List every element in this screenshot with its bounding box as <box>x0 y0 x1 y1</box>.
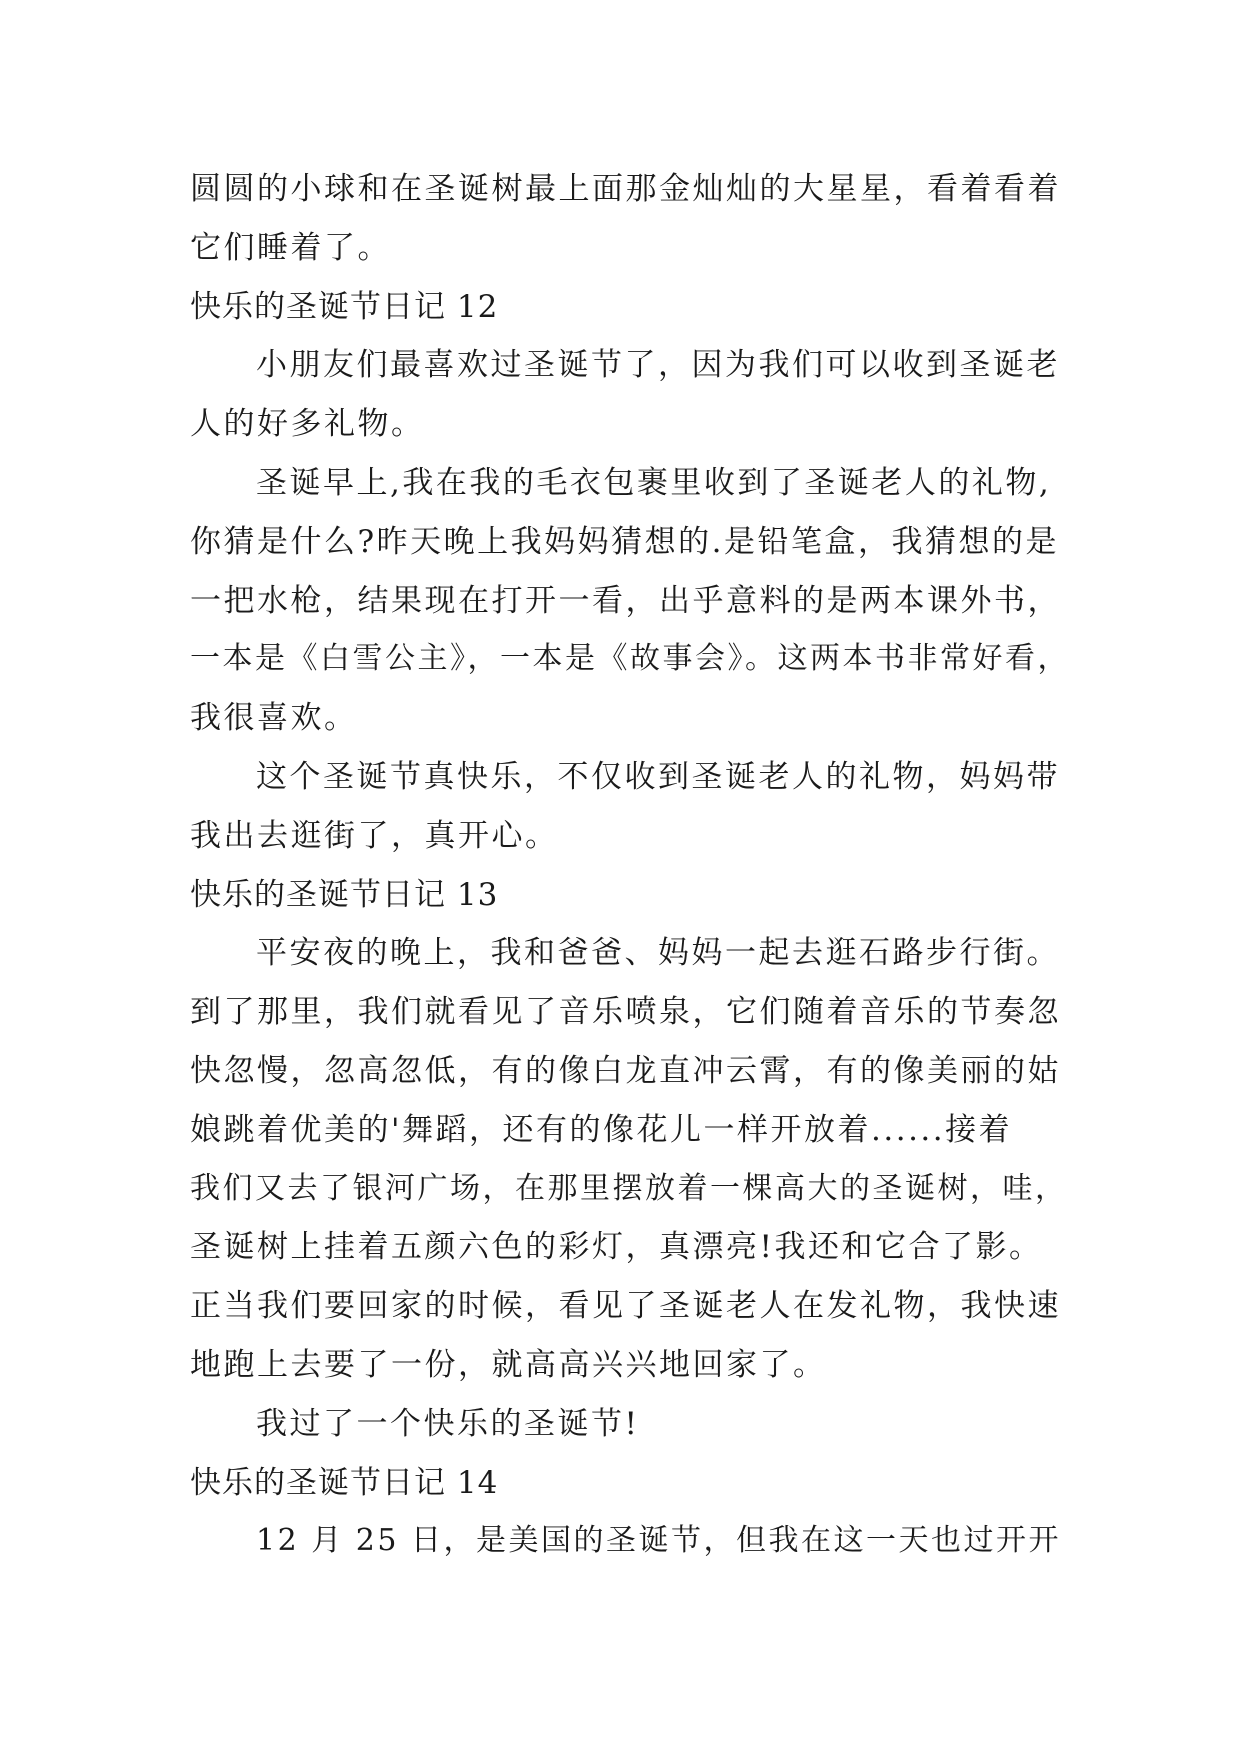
paragraph-line: 正当我们要回家的时候，看见了圣诞老人在发礼物，我快速 <box>190 1288 1061 1325</box>
paragraph-first-line: 圣诞早上,我在我的毛衣包裹里收到了圣诞老人的礼物, <box>256 464 1052 501</box>
diary-entry-heading: 快乐的圣诞节日记 13 <box>190 876 499 913</box>
paragraph-first-line: 平安夜的晚上，我和爸爸、妈妈一起去逛石路步行街。 <box>256 935 1060 972</box>
paragraph-first-line: 这个圣诞节真快乐，不仅收到圣诞老人的礼物，妈妈带 <box>256 758 1060 795</box>
paragraph-line: 人的好多礼物。 <box>190 406 425 443</box>
document-text-column <box>190 160 1070 1571</box>
paragraph-line: 你猜是什么?昨天晚上我妈妈猜想的.是铅笔盒，我猜想的是 <box>190 523 1059 560</box>
paragraph-line: 地跑上去要了一份，就高高兴兴地回家了。 <box>190 1346 827 1383</box>
diary-entry-heading: 快乐的圣诞节日记 14 <box>190 1464 499 1501</box>
paragraph-line: 圆圆的小球和在圣诞树最上面那金灿灿的大星星，看着看着 <box>190 171 1061 207</box>
paragraph-first-line: 小朋友们最喜欢过圣诞节了，因为我们可以收到圣诞老 <box>256 347 1060 384</box>
paragraph-line: 快忽慢，忽高忽低，有的像白龙直冲云霄，有的像美丽的姑 <box>190 1052 1061 1089</box>
paragraph-line: 一把水枪，结果现在打开一看，出乎意料的是两本课外书， <box>190 582 1061 619</box>
paragraph-line: 圣诞树上挂着五颜六色的彩灯，真漂亮!我还和它合了影。 <box>190 1229 1043 1266</box>
paragraph-line: 我出去逛街了，真开心。 <box>190 817 559 854</box>
diary-entry-heading: 快乐的圣诞节日记 12 <box>190 288 499 325</box>
paragraph-first-line: 我过了一个快乐的圣诞节! <box>256 1405 640 1442</box>
paragraph-line: 它们睡着了。 <box>190 229 391 266</box>
paragraph-line: 到了那里，我们就看见了音乐喷泉，它们随着音乐的节奏忽 <box>190 994 1061 1031</box>
paragraph-line: 我们又去了银河广场，在那里摆放着一棵高大的圣诞树，哇， <box>190 1170 1068 1206</box>
paragraph-line: 我很喜欢。 <box>190 700 358 737</box>
paragraph-first-line: 12 月 25 日，是美国的圣诞节，但我在这一天也过开开 <box>256 1523 1061 1559</box>
paragraph-line: 娘跳着优美的'舞蹈，还有的像花儿一样开放着......接着 <box>190 1111 1013 1148</box>
paragraph-line: 一本是《白雪公主》，一本是《故事会》。这两本书非常好看， <box>190 641 1070 677</box>
